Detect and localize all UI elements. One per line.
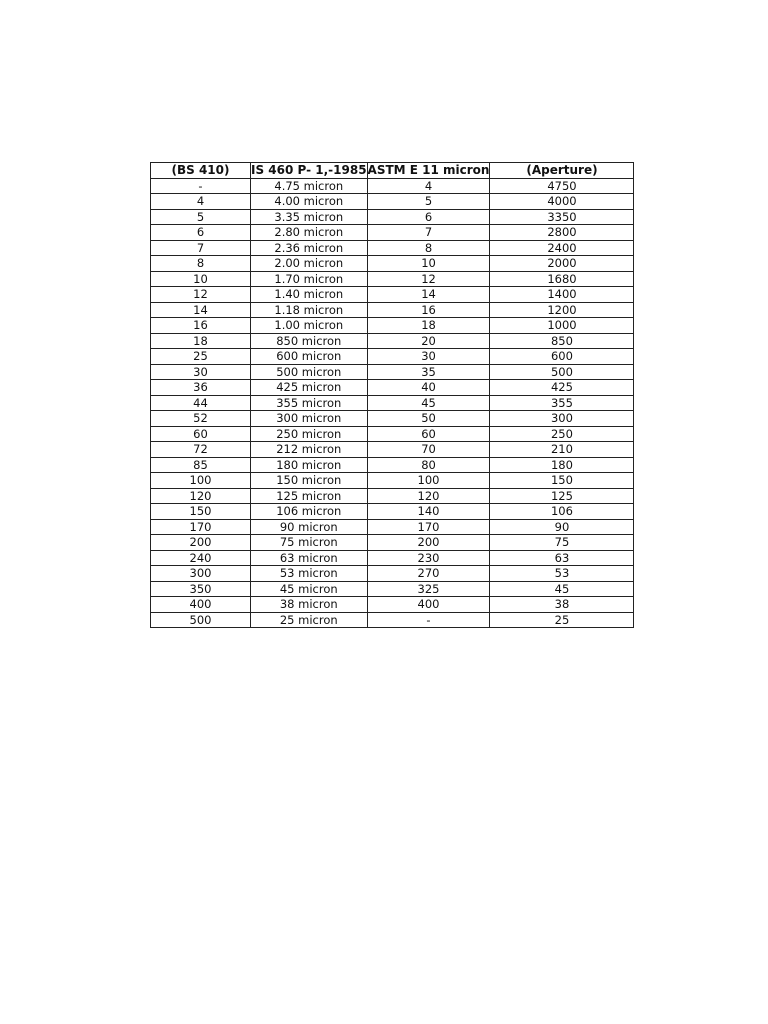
table-cell: 4.00 micron [251,194,368,210]
table-body [151,178,634,628]
table-row [151,240,634,256]
table-cell: 50 [367,411,490,427]
table-cell: 63 micron [251,550,368,566]
table-cell: 30 [151,364,251,380]
table-cell: 38 micron [251,597,368,613]
table-cell: 75 micron [251,535,368,551]
table-cell: 6 [367,209,490,225]
table-cell: 1.40 micron [251,287,368,303]
table-cell: 45 [367,395,490,411]
table-cell: 10 [367,256,490,272]
table-cell: 180 [490,457,634,473]
table-cell: 425 [490,380,634,396]
table-cell: 6 [151,225,251,241]
table-cell: 355 micron [251,395,368,411]
table-row [151,287,634,303]
table-cell: 100 [151,473,251,489]
table-cell: 100 [367,473,490,489]
table-cell: 5 [151,209,251,225]
sieve-comparison-table [150,162,634,628]
table-row [151,302,634,318]
table-row [151,457,634,473]
table-cell: 5 [367,194,490,210]
table-cell: 20 [367,333,490,349]
header-cell-astm: ASTM E 11 micron [367,163,490,177]
table-cell: 325 [367,581,490,597]
table-cell: 1.18 micron [251,302,368,318]
table-cell: - [367,612,490,628]
table-cell: 400 [367,597,490,613]
table-row [151,178,634,194]
table-row [151,225,634,241]
table-cell: 14 [151,302,251,318]
table-cell: 44 [151,395,251,411]
table-row [151,333,634,349]
table-cell: 90 micron [251,519,368,535]
table-cell: 25 [490,612,634,628]
table-cell: 70 [367,442,490,458]
table-cell: 45 micron [251,581,368,597]
table-cell: 53 micron [251,566,368,582]
table-cell: 300 [490,411,634,427]
table-cell: 4000 [490,194,634,210]
header-cell-is460: IS 460 P- 1,-1985 [251,163,367,177]
table-cell: 500 micron [251,364,368,380]
table-cell: 7 [367,225,490,241]
table-cell: 10 [151,271,251,287]
table-row [151,519,634,535]
table-cell: 500 [490,364,634,380]
table-cell: 250 [490,426,634,442]
table-cell: 35 [367,364,490,380]
table-cell: 4.75 micron [251,178,368,194]
table-cell: 2.00 micron [251,256,368,272]
table-cell: 14 [367,287,490,303]
table-cell: - [151,178,251,194]
table-cell: 18 [151,333,251,349]
table-cell: 250 micron [251,426,368,442]
table-cell: 16 [367,302,490,318]
table-cell: 270 [367,566,490,582]
table-cell: 12 [151,287,251,303]
table-cell: 850 [490,333,634,349]
table-cell: 150 [490,473,634,489]
table-cell: 150 [151,504,251,520]
table-cell: 240 [151,550,251,566]
table-cell: 350 [151,581,251,597]
table-row [151,411,634,427]
table-cell: 63 [490,550,634,566]
table-row [151,426,634,442]
table-cell: 212 micron [251,442,368,458]
table-row [151,612,634,628]
table-row [151,364,634,380]
table-cell: 1680 [490,271,634,287]
table-cell: 2.80 micron [251,225,368,241]
table-cell: 400 [151,597,251,613]
table-cell: 1400 [490,287,634,303]
table-cell: 85 [151,457,251,473]
table-cell: 2.36 micron [251,240,368,256]
table-row [151,349,634,365]
table-cell: 600 micron [251,349,368,365]
table-row [151,380,634,396]
table-cell: 53 [490,566,634,582]
table-cell: 8 [151,256,251,272]
table-cell: 300 micron [251,411,368,427]
table-cell: 200 [367,535,490,551]
header-cell-bs410: (BS 410) [151,163,251,179]
table-cell: 38 [490,597,634,613]
table-row [151,271,634,287]
table-cell: 72 [151,442,251,458]
table-cell: 850 micron [251,333,368,349]
table-cell: 3.35 micron [251,209,368,225]
table-cell: 4 [151,194,251,210]
table-row [151,597,634,613]
table-cell: 125 micron [251,488,368,504]
table-cell: 36 [151,380,251,396]
table-cell: 4 [367,178,490,194]
table-cell: 8 [367,240,490,256]
table-row [151,550,634,566]
table-cell: 125 [490,488,634,504]
table-row [151,442,634,458]
table-cell: 1200 [490,302,634,318]
table-cell: 120 [367,488,490,504]
table-cell: 425 micron [251,380,368,396]
table-cell: 106 [490,504,634,520]
table-cell: 7 [151,240,251,256]
table-cell: 80 [367,457,490,473]
table-cell: 30 [367,349,490,365]
table-cell: 300 [151,566,251,582]
table-cell: 180 micron [251,457,368,473]
table-row [151,256,634,272]
table-cell: 40 [367,380,490,396]
table-cell: 18 [367,318,490,334]
table-cell: 12 [367,271,490,287]
table-row [151,318,634,334]
table-cell: 210 [490,442,634,458]
table-row [151,473,634,489]
table-cell: 2800 [490,225,634,241]
table-row [151,194,634,210]
table-cell: 170 [151,519,251,535]
table-cell: 60 [367,426,490,442]
table-cell: 600 [490,349,634,365]
table-cell: 1.70 micron [251,271,368,287]
header-cell-aperture: (Aperture) [490,163,634,179]
table-cell: 140 [367,504,490,520]
table-cell: 1000 [490,318,634,334]
table-cell: 4750 [490,178,634,194]
table-cell: 16 [151,318,251,334]
table-cell: 170 [367,519,490,535]
table-cell: 90 [490,519,634,535]
table-row [151,535,634,551]
table-cell: 52 [151,411,251,427]
table-cell: 200 [151,535,251,551]
table-row [151,209,634,225]
table-cell: 45 [490,581,634,597]
table-cell: 355 [490,395,634,411]
table-cell: 3350 [490,209,634,225]
table-cell: 150 micron [251,473,368,489]
table-cell: 25 micron [251,612,368,628]
table-row [151,504,634,520]
table-cell: 2000 [490,256,634,272]
table-cell: 1.00 micron [251,318,368,334]
table-cell: 500 [151,612,251,628]
table-row [151,566,634,582]
table-cell: 120 [151,488,251,504]
table-cell: 75 [490,535,634,551]
table-cell: 2400 [490,240,634,256]
header-row [151,163,634,179]
table-cell: 230 [367,550,490,566]
table-row [151,395,634,411]
table-row [151,581,634,597]
table-row [151,488,634,504]
table-cell: 106 micron [251,504,368,520]
table-cell: 25 [151,349,251,365]
table-cell: 60 [151,426,251,442]
